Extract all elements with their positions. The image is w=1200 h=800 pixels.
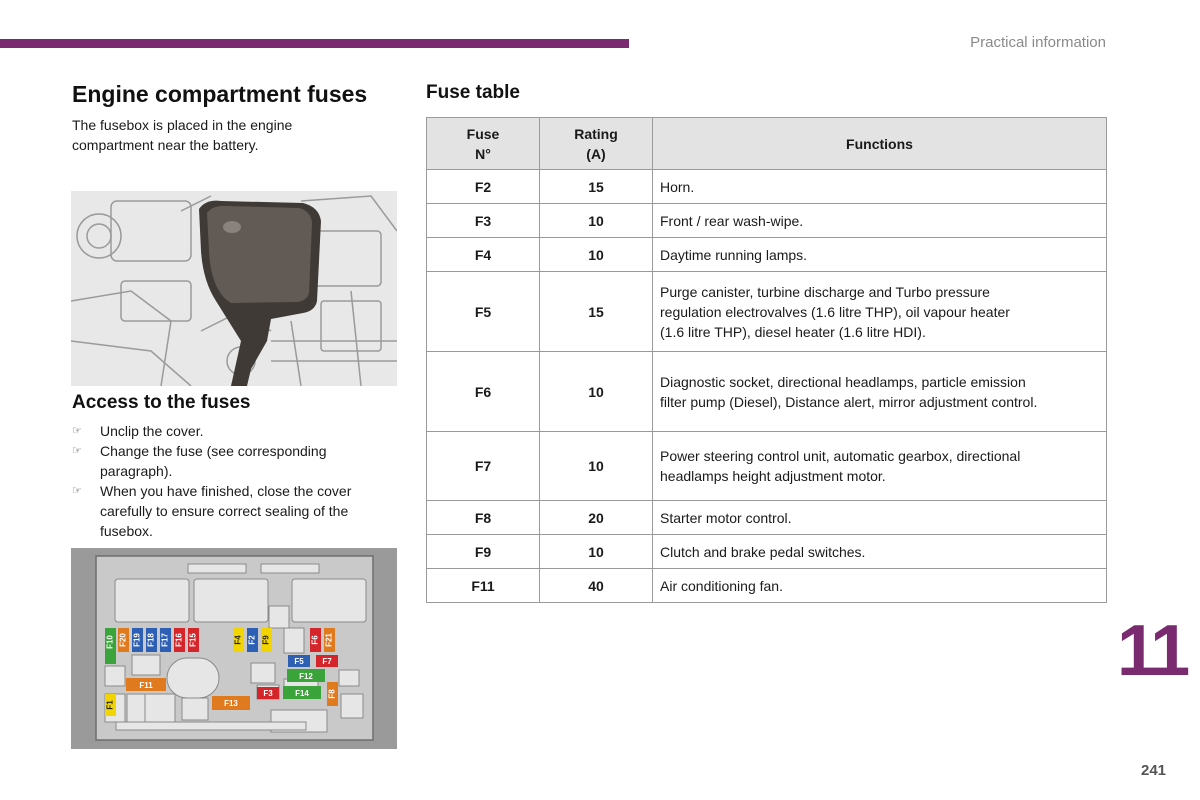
- column-header-rating: Rating (A): [540, 118, 653, 170]
- fuse-label: F7: [322, 657, 332, 666]
- fuse-cell: F7: [427, 432, 540, 501]
- list-item: [72, 441, 392, 481]
- table-row: [427, 238, 1107, 272]
- pointing-hand-icon: ☞: [72, 425, 82, 437]
- fuse-label: F10: [105, 635, 115, 649]
- rating-cell: 10: [540, 535, 653, 569]
- fuse-cell: F4: [427, 238, 540, 272]
- fuse-cell: F9: [427, 535, 540, 569]
- pointing-hand-icon: ☞: [72, 485, 82, 497]
- section-name: Practical information: [970, 34, 1106, 51]
- rating-cell: 10: [540, 238, 653, 272]
- rating-cell: 10: [540, 352, 653, 432]
- list-item: [72, 481, 392, 541]
- fuse-label: F13: [224, 699, 238, 708]
- fuse-cell: F6: [427, 352, 540, 432]
- fuse-label: F11: [139, 681, 153, 690]
- function-cell: Daytime running lamps.: [653, 238, 1107, 272]
- fuse-label: F6: [310, 635, 320, 645]
- rating-cell: 10: [540, 432, 653, 501]
- function-cell: Horn.: [653, 170, 1107, 204]
- table-row: [427, 204, 1107, 238]
- function-cell: Clutch and brake pedal switches.: [653, 535, 1107, 569]
- function-cell: Purge canister, turbine discharge and Turbo pressure regulation electrovalves (1.6 litre THP), oil vapour heater (1.6 litre THP), diesel heater (1.6 litre HDI).: [653, 272, 1107, 352]
- fuse-label: F2: [247, 635, 257, 645]
- rating-cell: 20: [540, 501, 653, 535]
- access-fuses-heading: Access to the fuses: [72, 392, 251, 413]
- intro-text: The fusebox is placed in the engine compartment near the battery.: [72, 117, 293, 153]
- table-row: [427, 170, 1107, 204]
- table-row: [427, 272, 1107, 352]
- table-row: [427, 432, 1107, 501]
- fuse-cell: F3: [427, 204, 540, 238]
- table-row: [427, 569, 1107, 603]
- fuse-cell: F5: [427, 272, 540, 352]
- fuse-label: F3: [263, 689, 273, 698]
- rating-cell: 15: [540, 272, 653, 352]
- fuse-label: F15: [188, 633, 198, 647]
- fuse-table-heading: Fuse table: [426, 82, 520, 103]
- list-item: [72, 421, 392, 441]
- engine-compartment-photo: [71, 191, 397, 386]
- fuse-label: F8: [327, 689, 337, 699]
- fuse-table: [426, 117, 1107, 603]
- rating-cell: 10: [540, 204, 653, 238]
- fuse-label: F4: [233, 635, 243, 645]
- fuse-label: F14: [295, 689, 309, 698]
- function-cell: Front / rear wash-wipe.: [653, 204, 1107, 238]
- fuse-cell: F2: [427, 170, 540, 204]
- fuse-label: F20: [118, 633, 128, 647]
- page-title: Engine compartment fuses: [72, 81, 368, 107]
- step-text: When you have finished, close the cover carefully to ensure correct sealing of the fusebox.: [100, 483, 352, 539]
- table-header-row: [427, 118, 1107, 170]
- fuse-cell: F8: [427, 501, 540, 535]
- fuse-label: F21: [324, 633, 334, 647]
- function-cell: Power steering control unit, automatic gearbox, directional headlamps height adjustment motor.: [653, 432, 1107, 501]
- fuse-label: F5: [294, 657, 304, 666]
- fuse-label: F1: [105, 700, 115, 710]
- fuse-label: F9: [261, 635, 271, 645]
- fuse-label: F12: [299, 672, 313, 681]
- pointing-hand-icon: ☞: [72, 445, 82, 457]
- column-header-functions: Functions: [653, 118, 1107, 170]
- fuse-label: F19: [132, 633, 142, 647]
- chapter-number: 11: [1117, 611, 1188, 691]
- function-cell: Starter motor control.: [653, 501, 1107, 535]
- table-row: [427, 535, 1107, 569]
- page-number: 241: [1141, 762, 1167, 779]
- function-cell: Air conditioning fan.: [653, 569, 1107, 603]
- step-text: Change the fuse (see corresponding paragraph).: [100, 443, 327, 479]
- fuse-cell: F11: [427, 569, 540, 603]
- rating-cell: 40: [540, 569, 653, 603]
- table-row: [427, 352, 1107, 432]
- fusebox-diagram: [71, 548, 397, 749]
- rating-cell: 15: [540, 170, 653, 204]
- step-text: Unclip the cover.: [100, 423, 204, 439]
- header-bar: [0, 39, 629, 48]
- access-steps-list: [72, 421, 392, 541]
- fuse-label: F16: [174, 633, 184, 647]
- fuse-label: F18: [146, 633, 156, 647]
- column-header-fuse: Fuse N°: [427, 118, 540, 170]
- function-cell: Diagnostic socket, directional headlamps, particle emission filter pump (Diesel), Distance alert, mirror adjustment control.: [653, 352, 1107, 432]
- fuse-label: F17: [160, 633, 170, 647]
- table-row: [427, 501, 1107, 535]
